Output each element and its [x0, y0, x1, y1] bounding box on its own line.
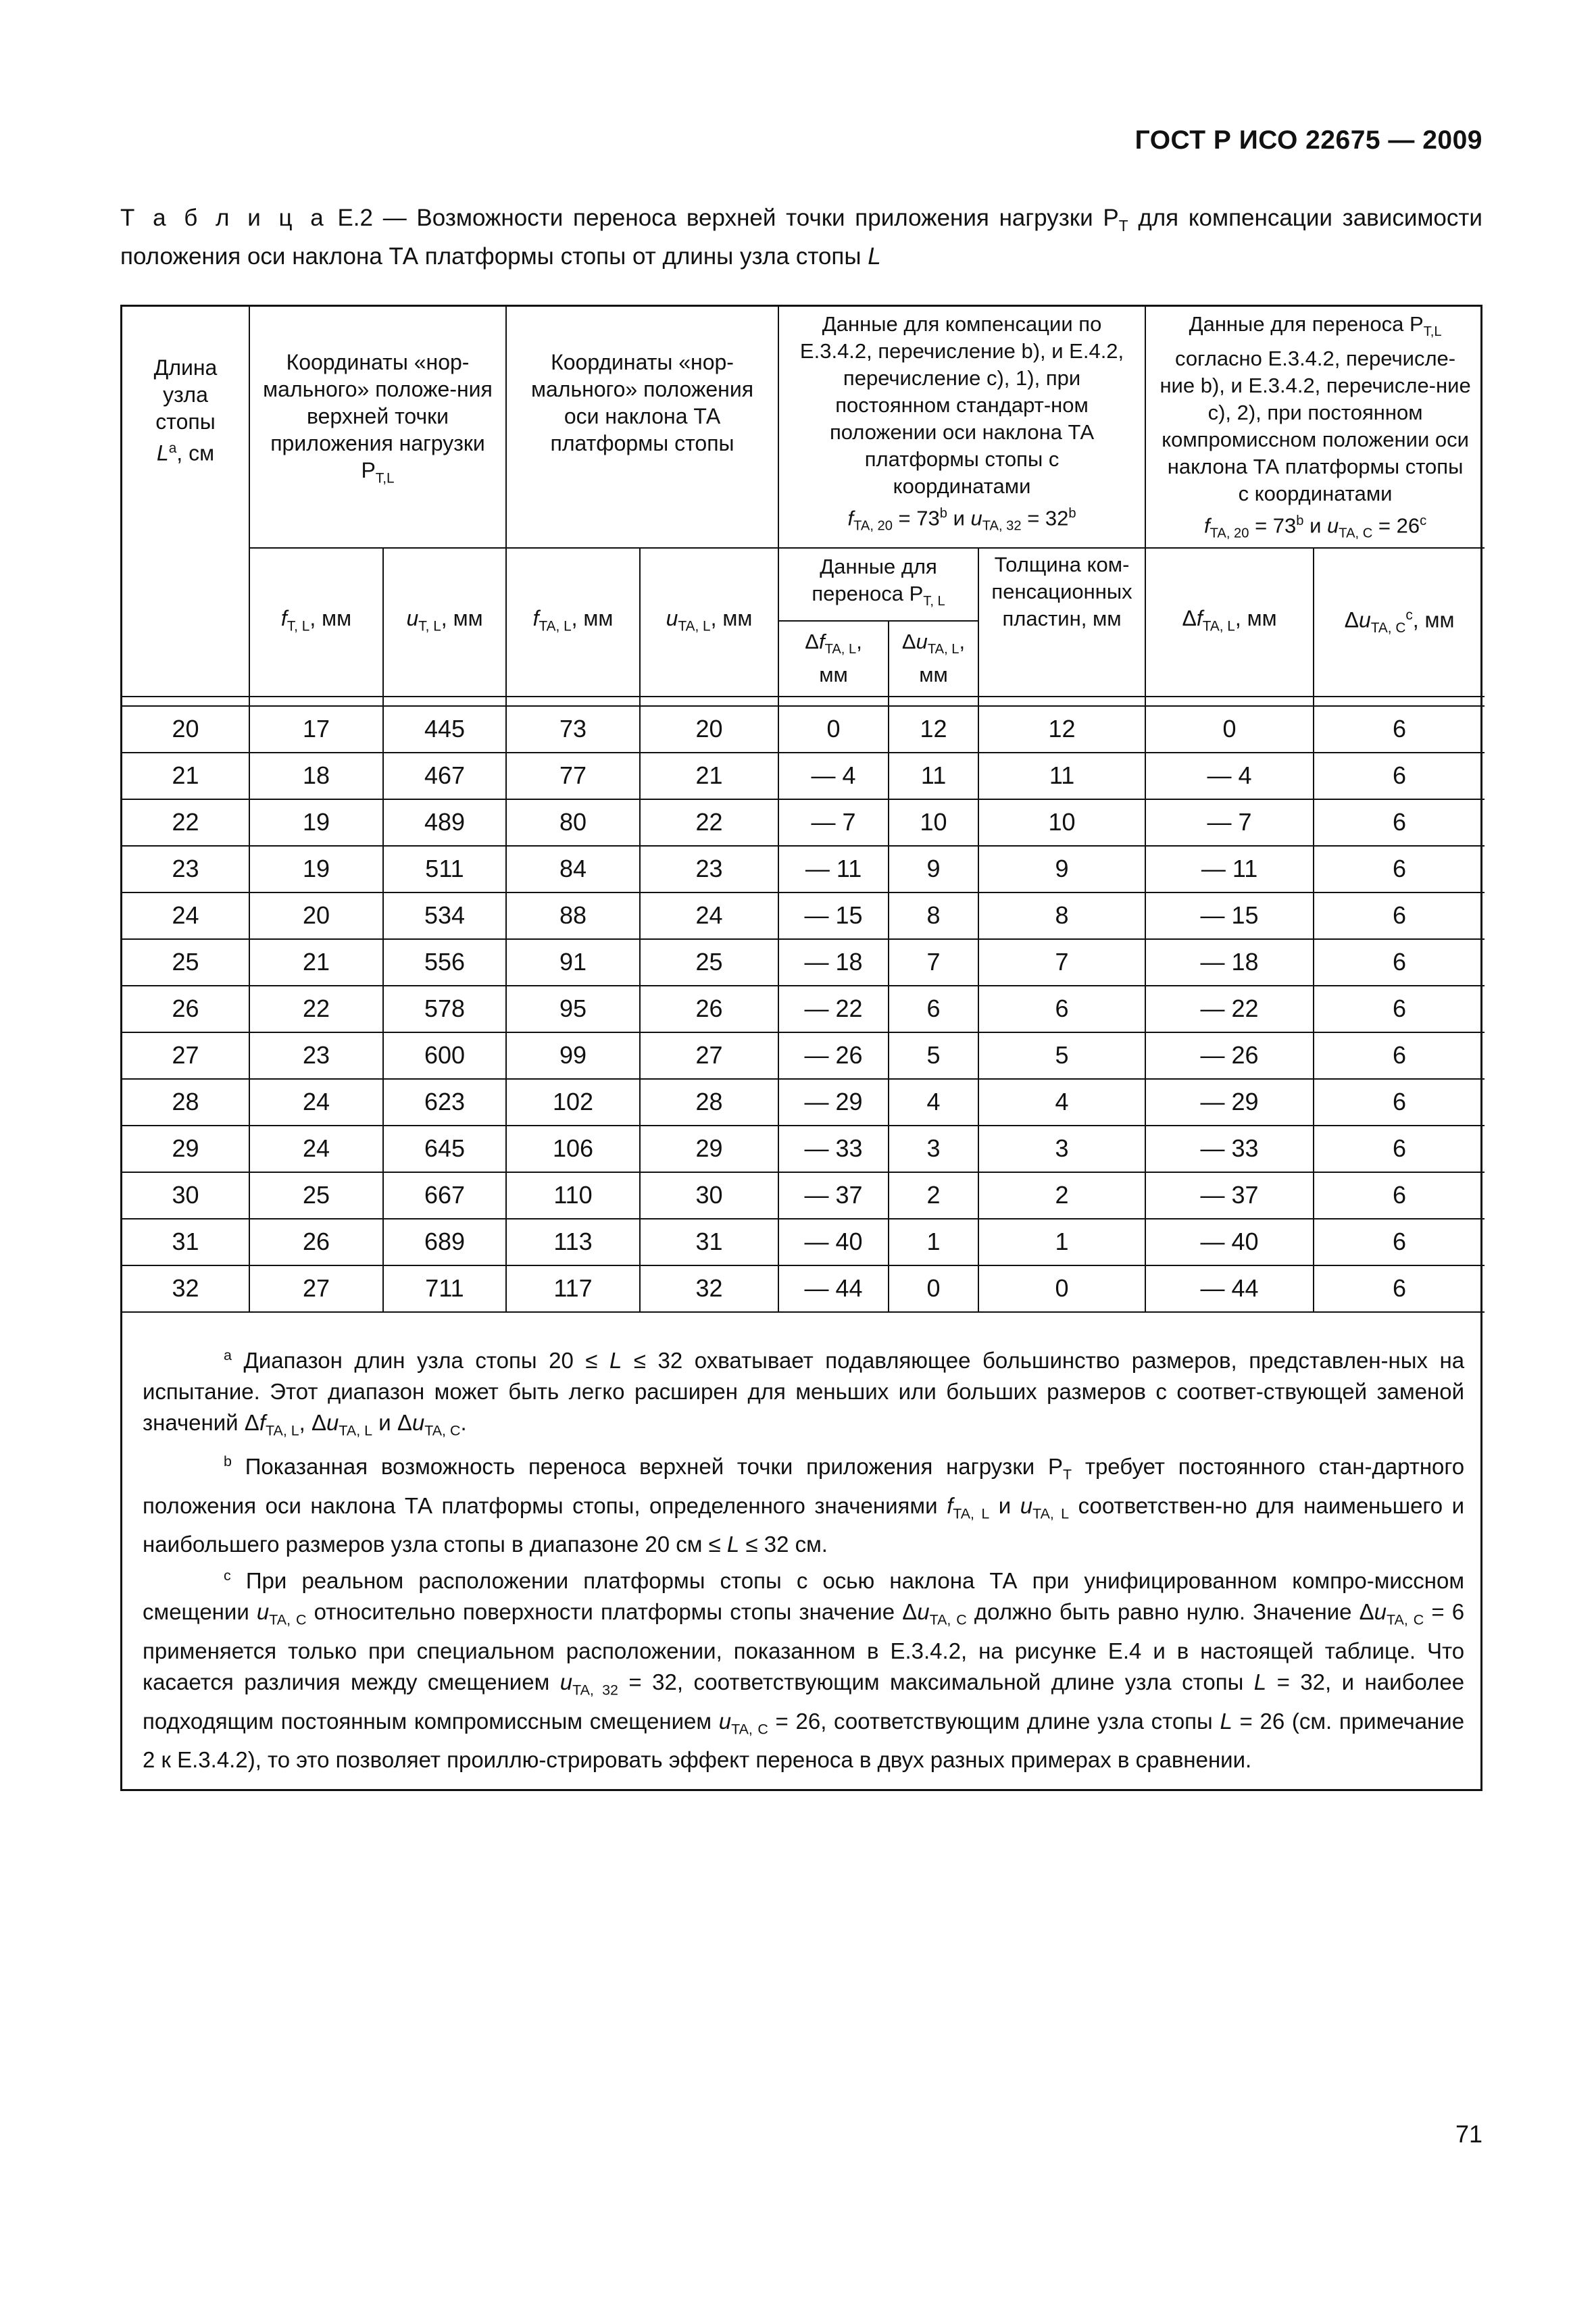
table-cell: 689 — [383, 1219, 506, 1265]
footnote-b-text: ≤ 32 см. — [739, 1532, 828, 1557]
table-cell: 0 — [978, 1265, 1145, 1312]
separator-cell — [506, 697, 640, 706]
table-cell: 6 — [889, 986, 978, 1032]
table-cell: — 40 — [778, 1219, 889, 1265]
table-cell: 17 — [249, 706, 383, 753]
footnote-c-l: L — [1220, 1708, 1232, 1734]
table-row — [122, 1032, 1485, 1079]
footnote-c-u: u — [256, 1599, 270, 1625]
table-cell: 6 — [1314, 1265, 1485, 1312]
footnote-c-sub: TA, C — [269, 1612, 307, 1629]
table-cell: — 15 — [778, 892, 889, 939]
separator-cell — [249, 697, 383, 706]
footnote-c-text: = 26 (см. примечание 2 к Е.3.4.2), то это позволяет проиллю-стрировать эффект переноса в двух разных примерах в сравнении. — [143, 1708, 1465, 1773]
table-body — [122, 706, 1485, 1312]
table-row — [122, 1126, 1485, 1172]
table-cell: 6 — [1314, 753, 1485, 799]
table-cell: — 4 — [778, 753, 889, 799]
table-cell: 10 — [978, 799, 1145, 846]
table-cell: 6 — [1314, 1079, 1485, 1126]
header-delta-u-mm: мм — [919, 663, 948, 687]
header-comp2-eq2: = 26 — [1372, 513, 1420, 538]
header-delta-u-c-delta: Δ — [1344, 607, 1359, 632]
header-delta-u-c-unit: , мм — [1412, 607, 1455, 632]
header-delta-u-tac — [1314, 548, 1485, 697]
header-u-tal-sub: TA, L — [678, 618, 711, 634]
table-cell: — 7 — [778, 799, 889, 846]
table-cell: — 33 — [778, 1126, 889, 1172]
footnote-a-text: ≤ 32 охватывает подавляющее большинство размеров, представлен-ных на испытание. Этот диапазон может быть легко расширен для меньших или больших размеров с соответ-ствующей заменой значений Δ — [143, 1347, 1465, 1435]
table-cell: 7 — [889, 939, 978, 986]
table-cell: 24 — [640, 892, 778, 939]
table-row — [122, 1219, 1485, 1265]
table-cell: 21 — [249, 939, 383, 986]
table-cell: 0 — [889, 1265, 978, 1312]
footnote-a-f-sub: TA, L — [266, 1422, 299, 1439]
table-cell: — 7 — [1145, 799, 1314, 846]
footnote-c-text: При реальном расположении платформы стопы с осью наклона ТА при унифицированном компро-миссном смещении — [143, 1568, 1465, 1625]
header-transfer-data — [778, 548, 978, 621]
table-cell: 3 — [978, 1126, 1145, 1172]
footnote-c-u: u — [718, 1708, 732, 1734]
table-cell: — 44 — [778, 1265, 889, 1312]
footnote-b-f-sub: TA, L — [953, 1505, 990, 1522]
table-cell: 11 — [978, 753, 1145, 799]
table-cell: — 33 — [1145, 1126, 1314, 1172]
header-delta-f-f: f — [818, 630, 825, 654]
header-delta-f-2-sub: TA, L — [1202, 618, 1235, 634]
footnote-b-p-sub: T — [1062, 1466, 1072, 1483]
header-length-line4 — [122, 435, 249, 467]
header-delta-f-tal-2 — [1145, 548, 1314, 697]
table-row — [122, 1265, 1485, 1312]
table-cell: — 37 — [1145, 1172, 1314, 1219]
header-coords-normal — [249, 307, 506, 548]
header-comp1-eq1: = 73 — [892, 506, 940, 530]
header-compensation-1 — [778, 307, 1145, 548]
table-cell: 32 — [122, 1265, 249, 1312]
header-f-tl-sub: T, L — [286, 618, 310, 634]
header-delta-f-delta: Δ — [805, 630, 819, 654]
header-u-tal — [640, 548, 778, 697]
table-cell: 623 — [383, 1079, 506, 1126]
header-length — [122, 307, 249, 697]
header-length-l: L — [156, 441, 169, 466]
table-cell: 24 — [249, 1079, 383, 1126]
header-delta-u-delta: Δ — [901, 630, 916, 654]
table-cell: 30 — [122, 1172, 249, 1219]
header-length-line1: Длина — [153, 355, 218, 380]
header-transfer-data-text: Данные для переноса P — [812, 555, 937, 606]
data-table — [122, 307, 1485, 1803]
table-cell: — 22 — [1145, 986, 1314, 1032]
footnote-a-end: . — [460, 1409, 467, 1435]
table-cell: 556 — [383, 939, 506, 986]
table-cell: — 37 — [778, 1172, 889, 1219]
table-cell: — 44 — [1145, 1265, 1314, 1312]
data-table-frame — [120, 305, 1482, 1791]
footnote-a-text: Диапазон длин узла стопы 20 ≤ — [231, 1347, 609, 1373]
table-cell: 5 — [889, 1032, 978, 1079]
table-cell: 6 — [1314, 892, 1485, 939]
footnote-b-text: Показанная возможность переноса верхней точки приложения нагрузки P — [231, 1454, 1063, 1480]
header-length-line2: узла — [163, 382, 208, 407]
separator-cell — [889, 697, 978, 706]
table-cell: 28 — [122, 1079, 249, 1126]
table-cell: 25 — [249, 1172, 383, 1219]
footnote-c-mark: c — [224, 1567, 231, 1584]
header-delta-f-2-unit: , мм — [1235, 605, 1277, 630]
table-cell: 6 — [1314, 1032, 1485, 1079]
header-plate-thickness — [978, 548, 1145, 697]
footnote-c-u: u — [1374, 1599, 1387, 1625]
table-cell: 667 — [383, 1172, 506, 1219]
table-cell: 6 — [1314, 939, 1485, 986]
footnote-c-text: = 6 применяется только при специальном расположении, показанном в Е.3.4.2, на рисунке Е.4 и в настоящей таблице. Что касается различия между смещением — [143, 1599, 1465, 1695]
table-cell: 3 — [889, 1126, 978, 1172]
header-comp1-sup1: b — [939, 506, 947, 521]
header-delta-f-2-f: f — [1196, 605, 1203, 630]
table-cell: 578 — [383, 986, 506, 1032]
header-delta-u-comma: , — [959, 630, 966, 654]
table-cell: 8 — [889, 892, 978, 939]
table-cell: 24 — [249, 1126, 383, 1172]
table-cell: 20 — [640, 706, 778, 753]
table-cell: 23 — [640, 846, 778, 892]
header-delta-u-tal — [889, 621, 978, 697]
table-cell: — 40 — [1145, 1219, 1314, 1265]
table-cell: 88 — [506, 892, 640, 939]
table-cell: 99 — [506, 1032, 640, 1079]
table-cell: 645 — [383, 1126, 506, 1172]
table-cell: 95 — [506, 986, 640, 1032]
table-cell: 600 — [383, 1032, 506, 1079]
table-cell: 102 — [506, 1079, 640, 1126]
table-cell: 511 — [383, 846, 506, 892]
table-cell: 22 — [249, 986, 383, 1032]
table-cell: 6 — [1314, 986, 1485, 1032]
table-cell: — 29 — [778, 1079, 889, 1126]
header-separator-row — [122, 697, 1485, 706]
footnote-c-text: = 32, и наиболее подходящим постоянным компромиссным смещением — [143, 1669, 1465, 1734]
header-u-tal-u: u — [666, 605, 678, 630]
table-cell: 9 — [889, 846, 978, 892]
table-cell: 11 — [889, 753, 978, 799]
footnote-b-f: f — [947, 1492, 953, 1518]
table-cell: 31 — [640, 1219, 778, 1265]
table-cell: 6 — [1314, 706, 1485, 753]
separator-cell — [640, 697, 778, 706]
separator-cell — [122, 697, 249, 706]
footnotes-cell — [122, 1312, 1485, 1803]
document-header: ГОСТ Р ИСО 22675 — 2009 — [1134, 126, 1482, 155]
caption-text-1: Е.2 — Возможности переноса верхней точки приложения нагрузки P — [337, 205, 1119, 231]
table-row — [122, 1172, 1485, 1219]
header-comp2-f: f — [1203, 513, 1210, 538]
table-cell: 467 — [383, 753, 506, 799]
table-cell: — 18 — [778, 939, 889, 986]
footnote-c-sub: TA, C — [731, 1721, 768, 1738]
table-cell: 8 — [978, 892, 1145, 939]
footnote-c-sub: TA, C — [1387, 1612, 1424, 1629]
header-comp1-and: и — [947, 506, 971, 530]
table-cell: — 26 — [1145, 1032, 1314, 1079]
footnote-b-l: L — [726, 1532, 740, 1557]
header-delta-u-sub: TA, L — [927, 642, 959, 657]
header-comp1-f: f — [847, 506, 854, 530]
table-cell: 28 — [640, 1079, 778, 1126]
header-comp2-b: согласно Е.3.4.2, перечисле-ние b), и Е.3.4.2, перечисле-ние c), 2), при постоянном компромиссном положении оси наклона ТА платформы стопы с координатами — [1159, 347, 1471, 506]
header-comp2-u-sub: TA, C — [1339, 526, 1373, 541]
table-cell: 6 — [978, 986, 1145, 1032]
header-f-tl-unit: , мм — [309, 605, 352, 630]
header-comp2-f-sub: TA, 20 — [1210, 526, 1249, 541]
caption-label: Т а б л и ц а — [120, 205, 328, 231]
table-cell: 29 — [122, 1126, 249, 1172]
footnote-b-u: u — [1020, 1492, 1033, 1518]
footnote-a-u: u — [326, 1409, 339, 1435]
footnote-b-mark: b — [224, 1453, 232, 1470]
header-length-line3: стопы — [155, 409, 216, 434]
header-coords-axis-text: Координаты «нор-мального» положения оси наклона ТА платформы стопы — [531, 350, 754, 455]
header-plate-thickness-text: Толщина ком-пенсационных пластин, мм — [991, 552, 1132, 630]
table-cell: 489 — [383, 799, 506, 846]
header-transfer-data-sub: T, L — [923, 594, 945, 609]
header-delta-f-mm: мм — [819, 663, 848, 687]
footnote-b-and: и — [989, 1492, 1020, 1518]
table-cell: — 4 — [1145, 753, 1314, 799]
table-cell: — 11 — [778, 846, 889, 892]
table-cell: 6 — [1314, 799, 1485, 846]
table-row — [122, 986, 1485, 1032]
table-cell: 0 — [778, 706, 889, 753]
header-f-tal-sub: TA, L — [539, 618, 572, 634]
header-delta-f-comma: , — [856, 630, 862, 654]
header-f-tal — [506, 548, 640, 697]
header-delta-u-c-sup: c — [1405, 607, 1413, 624]
table-row — [122, 706, 1485, 753]
table-cell: 4 — [889, 1079, 978, 1126]
table-cell: — 18 — [1145, 939, 1314, 986]
header-delta-f-sub: TA, L — [824, 642, 857, 657]
footnote-b-u-sub: TA, L — [1032, 1505, 1070, 1522]
table-cell: 6 — [1314, 846, 1485, 892]
header-comp1-eq2: = 32 — [1021, 506, 1069, 530]
table-row — [122, 939, 1485, 986]
footnote-c-text: = 26, соответствующим длине узла стопы — [768, 1708, 1220, 1734]
footnote-b — [143, 1446, 1464, 1560]
header-u-tl-unit: , мм — [441, 605, 483, 630]
header-f-tl — [249, 548, 383, 697]
table-cell: 12 — [889, 706, 978, 753]
header-comp2-sup2: c — [1420, 513, 1427, 529]
header-f-tl-f: f — [280, 605, 287, 630]
table-cell: 7 — [978, 939, 1145, 986]
header-comp1-u-sub: TA, 32 — [982, 518, 1022, 534]
table-cell: 534 — [383, 892, 506, 939]
table-cell: — 22 — [778, 986, 889, 1032]
header-delta-u-u: u — [916, 630, 928, 654]
table-cell: 20 — [122, 706, 249, 753]
table-cell: 80 — [506, 799, 640, 846]
footnote-b-text: требует постоянного стан-дартного положения оси наклона ТА платформы стопы, определенного значениями — [143, 1454, 1465, 1518]
table-row — [122, 1079, 1485, 1126]
header-comp2-and: и — [1303, 513, 1328, 538]
footnote-c-text: должно быть равно нулю. Значение Δ — [966, 1599, 1374, 1625]
table-cell: 25 — [122, 939, 249, 986]
table-cell: 27 — [640, 1032, 778, 1079]
table-cell: 21 — [122, 753, 249, 799]
table-cell: 2 — [978, 1172, 1145, 1219]
header-comp2-u: u — [1327, 513, 1339, 538]
table-cell: 23 — [249, 1032, 383, 1079]
table-cell: 26 — [122, 986, 249, 1032]
footnote-c-text: относительно поверхности платформы стопы значение Δ — [306, 1599, 918, 1625]
header-f-tal-f: f — [532, 605, 539, 630]
table-cell: 20 — [249, 892, 383, 939]
footnote-c-text: = 32, соответствующим максимальной длине узла стопы — [618, 1669, 1254, 1695]
table-cell: 6 — [1314, 1126, 1485, 1172]
page-number: 71 — [1455, 2120, 1482, 2148]
footnotes-row — [122, 1312, 1485, 1803]
footnote-a-f: f — [259, 1409, 266, 1435]
table-cell: 6 — [1314, 1172, 1485, 1219]
table-cell: 4 — [978, 1079, 1145, 1126]
footnote-a-u-sub: TA, L — [339, 1422, 373, 1439]
footnote-c-l: L — [1253, 1669, 1267, 1695]
table-cell: 27 — [122, 1032, 249, 1079]
footnote-c — [143, 1560, 1464, 1776]
table-cell: 18 — [249, 753, 383, 799]
header-length-unit: , см — [176, 441, 215, 466]
header-comp2-eq1: = 73 — [1249, 513, 1297, 538]
table-cell: 12 — [978, 706, 1145, 753]
header-comp2-a: Данные для переноса P — [1189, 312, 1424, 336]
table-cell: 711 — [383, 1265, 506, 1312]
footnote-b-text: соответствен-но для наименьшего и наибольшего размеров узла стопы в диапазоне 20 см ≤ — [143, 1492, 1465, 1557]
table-cell: 9 — [978, 846, 1145, 892]
footnote-a-u2-sub: TA, C — [424, 1422, 461, 1439]
table-row — [122, 753, 1485, 799]
table-cell: 110 — [506, 1172, 640, 1219]
table-cell: 30 — [640, 1172, 778, 1219]
header-coords-normal-p: P — [361, 458, 376, 482]
table-cell: 22 — [640, 799, 778, 846]
header-delta-u-c-u: u — [1358, 607, 1371, 632]
header-coords-axis — [506, 307, 778, 548]
table-row — [122, 892, 1485, 939]
table-cell: 25 — [640, 939, 778, 986]
footnote-c-sub: TA, C — [929, 1612, 967, 1629]
header-u-tl-u: u — [406, 605, 419, 630]
footnote-a-u2: u — [412, 1409, 425, 1435]
header-comp2-a-sub: T,L — [1423, 324, 1442, 340]
table-cell: 113 — [506, 1219, 640, 1265]
header-u-tal-unit: , мм — [710, 605, 753, 630]
footnote-a-sep: , Δ — [299, 1409, 327, 1435]
caption-text-2: для компенсации зависимости положения оси наклона ТА платформы стопы от длины узла стопы — [120, 205, 1482, 270]
table-cell: 73 — [506, 706, 640, 753]
table-cell: — 29 — [1145, 1079, 1314, 1126]
table-cell: 117 — [506, 1265, 640, 1312]
table-cell: 84 — [506, 846, 640, 892]
separator-cell — [778, 697, 889, 706]
table-cell: 106 — [506, 1126, 640, 1172]
header-delta-u-c-sub: TA, C — [1370, 620, 1406, 636]
footnote-c-u: u — [559, 1669, 573, 1695]
table-caption — [120, 203, 1482, 272]
header-delta-f-2-delta: Δ — [1182, 605, 1197, 630]
table-cell: 445 — [383, 706, 506, 753]
separator-cell — [978, 697, 1145, 706]
header-f-tal-unit: , мм — [571, 605, 614, 630]
table-cell: — 11 — [1145, 846, 1314, 892]
caption-sub: T — [1118, 217, 1128, 234]
separator-cell — [1145, 697, 1314, 706]
header-coords-normal-sub: T,L — [375, 470, 395, 486]
table-cell: 91 — [506, 939, 640, 986]
table-cell: — 15 — [1145, 892, 1314, 939]
caption-l: L — [868, 243, 881, 270]
footnote-a-and: и Δ — [372, 1409, 412, 1435]
header-compensation-2 — [1145, 307, 1485, 548]
table-cell: 26 — [640, 986, 778, 1032]
header-u-tl — [383, 548, 506, 697]
table-cell: 24 — [122, 892, 249, 939]
table-cell: 27 — [249, 1265, 383, 1312]
table-cell: 77 — [506, 753, 640, 799]
table-cell: 21 — [640, 753, 778, 799]
header-comp1-text: Данные для компенсации по Е.3.4.2, перечисление b), и Е.4.2, перечисление c), 1), при постоянном стандарт-ном положении оси наклона ТА платформы стопы с координатами — [799, 312, 1124, 498]
table-row — [122, 799, 1485, 846]
header-comp1-f-sub: TA, 20 — [853, 518, 893, 534]
table-cell: 10 — [889, 799, 978, 846]
header-comp2-sup1: b — [1296, 513, 1304, 529]
footnote-a — [143, 1340, 1464, 1447]
table-cell: — 26 — [778, 1032, 889, 1079]
table-cell: 1 — [889, 1219, 978, 1265]
separator-cell — [383, 697, 506, 706]
footnote-a-mark: a — [224, 1347, 232, 1363]
table-cell: 6 — [1314, 1219, 1485, 1265]
footnote-c-u: u — [917, 1599, 930, 1625]
table-cell: 5 — [978, 1032, 1145, 1079]
separator-cell — [1314, 697, 1485, 706]
header-comp1-u: u — [970, 506, 982, 530]
footnote-a-l: L — [609, 1347, 622, 1373]
footnote-c-sub: TA, 32 — [572, 1682, 618, 1699]
table-cell: 19 — [249, 846, 383, 892]
header-length-sup: a — [168, 441, 177, 456]
table-cell: 26 — [249, 1219, 383, 1265]
table-cell: 0 — [1145, 706, 1314, 753]
table-cell: 32 — [640, 1265, 778, 1312]
table-cell: 2 — [889, 1172, 978, 1219]
header-coords-normal-text: Координаты «нор-мального» положе-ния верхней точки приложения нагрузки — [263, 350, 493, 455]
header-delta-f-tal — [778, 621, 889, 697]
table-cell: 19 — [249, 799, 383, 846]
header-comp1-sup2: b — [1068, 506, 1076, 521]
header-u-tl-sub: T, L — [418, 618, 441, 634]
table-row — [122, 846, 1485, 892]
table-cell: 31 — [122, 1219, 249, 1265]
table-cell: 29 — [640, 1126, 778, 1172]
table-cell: 23 — [122, 846, 249, 892]
table-cell: 22 — [122, 799, 249, 846]
table-cell: 1 — [978, 1219, 1145, 1265]
